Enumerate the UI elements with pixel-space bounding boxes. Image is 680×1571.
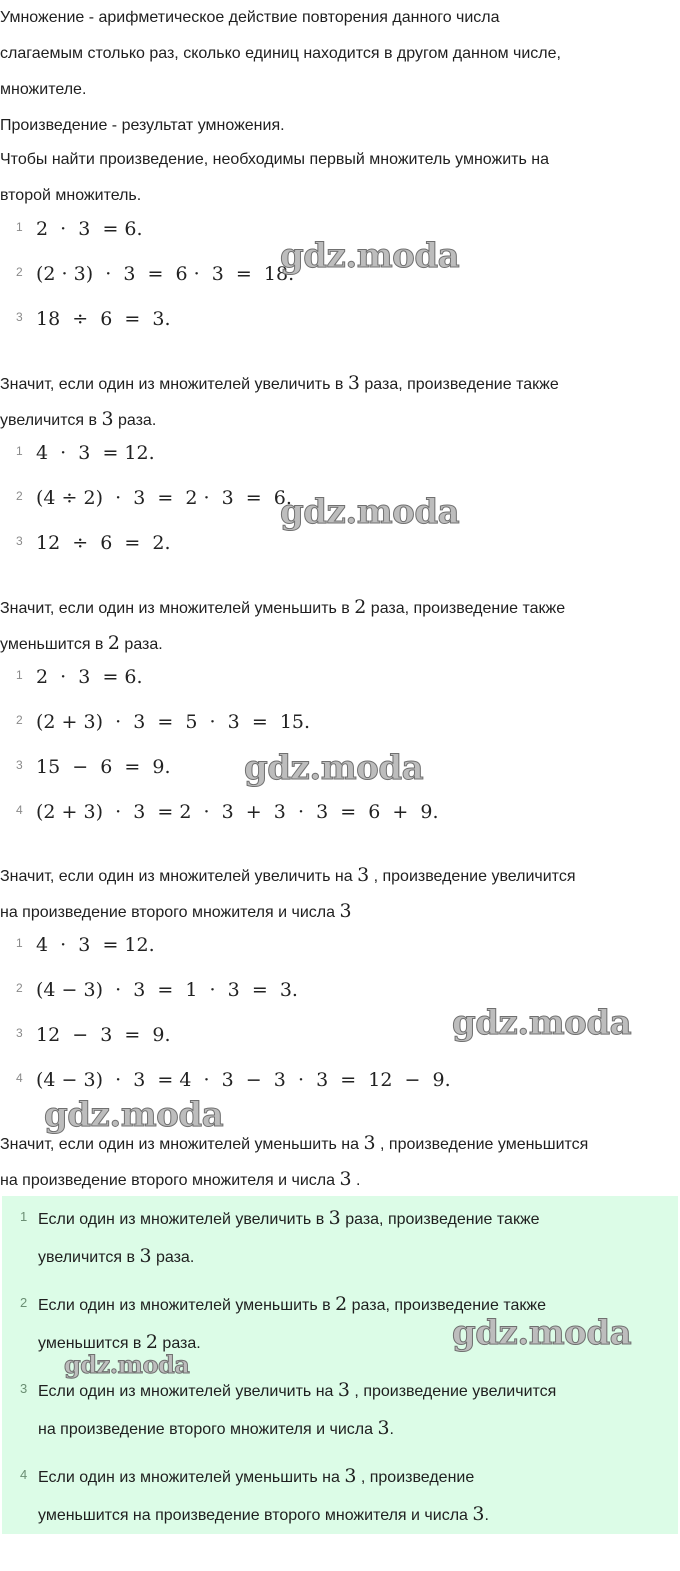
section-1-conclusion-line-1: Значит, если один из множителей увеличить в 3 раза, произведение также xyxy=(0,372,559,394)
section-2-conclusion-line-2: уменьшится в 2 раза. xyxy=(0,632,163,654)
summary-item-number: 3 xyxy=(20,1381,28,1396)
step-expression: (2 + 3) · 3 = 2 · 3 + 3 · 3 = 6 + 9. xyxy=(36,801,439,823)
step-expression: (4 − 3) · 3 = 4 · 3 − 3 · 3 = 12 − 9. xyxy=(36,1069,451,1091)
step-expression: 12 ÷ 6 = 2. xyxy=(36,532,171,554)
howto-line-2: второй множитель. xyxy=(0,187,142,204)
step-number: 3 xyxy=(16,310,23,324)
watermark-logo: gdz.moda xyxy=(280,236,460,276)
section-2-conclusion-line-1: Значит, если один из множителей уменьшить в 2 раза, произведение также xyxy=(0,596,566,618)
section-4-step-4 xyxy=(0,1065,680,1095)
summary-item-text: Если один из множителей уменьшить на 3 , произведение уменьшится на произведение второго множителя и числа 3. xyxy=(38,1465,489,1525)
step-expression: 12 − 3 = 9. xyxy=(36,1024,171,1046)
step-expression: 4 · 3 = 12. xyxy=(36,934,155,956)
step-expression: (4 ÷ 2) · 3 = 2 · 3 = 6. xyxy=(36,487,292,509)
section-4-step-2 xyxy=(0,975,680,1005)
section-1-step-3 xyxy=(0,304,680,334)
section-3-step-1 xyxy=(0,662,680,692)
summary-item-text: Если один из множителей увеличить на 3 , произведение увеличится на произведение второго множителя и числа 3. xyxy=(38,1379,557,1439)
watermark-logo: gdz.moda xyxy=(452,1003,632,1043)
section-3-conclusion-line-2: на произведение второго множителя и числа 3 xyxy=(0,900,352,922)
step-expression: (2 + 3) · 3 = 5 · 3 = 15. xyxy=(36,711,311,733)
summary-item-number: 4 xyxy=(20,1467,28,1482)
summary-item-number: 1 xyxy=(20,1209,28,1224)
step-number: 1 xyxy=(16,668,23,682)
step-number: 1 xyxy=(16,220,23,234)
product-definition: Произведение - результат умножения. xyxy=(0,117,285,134)
step-number: 4 xyxy=(16,803,23,817)
watermark-logo: gdz.moda xyxy=(244,748,424,788)
section-4-conclusion-line-2: на произведение второго множителя и числа 3 . xyxy=(0,1168,361,1190)
section-3-step-2 xyxy=(0,707,680,737)
definition-line-3: множителе. xyxy=(0,81,87,98)
step-number: 3 xyxy=(16,1026,23,1040)
howto-line-1: Чтобы найти произведение, необходимы первый множитель умножить на xyxy=(0,151,549,168)
step-number: 2 xyxy=(16,265,23,279)
definition-line-1: Умножение - арифметическое действие повторения данного числа xyxy=(0,9,500,26)
section-4-conclusion-line-1: Значит, если один из множителей уменьшить на 3 , произведение уменьшится xyxy=(0,1132,589,1154)
watermark-logo: gdz.moda xyxy=(452,1313,632,1353)
summary-item-text: Если один из множителей уменьшить в 2 раза, произведение также уменьшится в 2 раза. xyxy=(38,1293,546,1353)
watermark-logo: gdz.moda xyxy=(64,1350,190,1379)
step-number: 1 xyxy=(16,444,23,458)
section-1-conclusion-line-2: увеличится в 3 раза. xyxy=(0,408,157,430)
definition-line-2: слагаемым столько раз, сколько единиц находится в другом данном числе, xyxy=(0,45,561,62)
watermark-logo: gdz.moda xyxy=(44,1095,224,1135)
step-number: 2 xyxy=(16,713,23,727)
section-3-conclusion-line-1: Значит, если один из множителей увеличить на 3 , произведение увеличится xyxy=(0,864,576,886)
step-expression: 4 · 3 = 12. xyxy=(36,442,155,464)
watermark-logo: gdz.moda xyxy=(280,492,460,532)
step-expression: 15 − 6 = 9. xyxy=(36,756,171,778)
step-number: 3 xyxy=(16,534,23,548)
step-number: 3 xyxy=(16,758,23,772)
step-number: 2 xyxy=(16,489,23,503)
step-expression: 18 ÷ 6 = 3. xyxy=(36,308,171,330)
section-2-step-3 xyxy=(0,528,680,558)
section-4-step-1 xyxy=(0,930,680,960)
step-expression: (2 · 3) · 3 = 6 · 3 = 18. xyxy=(36,263,295,285)
step-number: 1 xyxy=(16,936,23,950)
step-expression: (4 − 3) · 3 = 1 · 3 = 3. xyxy=(36,979,298,1001)
section-3-step-4 xyxy=(0,797,680,827)
summary-item-number: 2 xyxy=(20,1295,28,1310)
step-expression: 2 · 3 = 6. xyxy=(36,666,143,688)
step-number: 4 xyxy=(16,1071,23,1085)
step-expression: 2 · 3 = 6. xyxy=(36,218,143,240)
step-number: 2 xyxy=(16,981,23,995)
summary-item-text: Если один из множителей увеличить в 3 раза, произведение также увеличится в 3 раза. xyxy=(38,1207,540,1267)
section-2-step-1 xyxy=(0,438,680,468)
